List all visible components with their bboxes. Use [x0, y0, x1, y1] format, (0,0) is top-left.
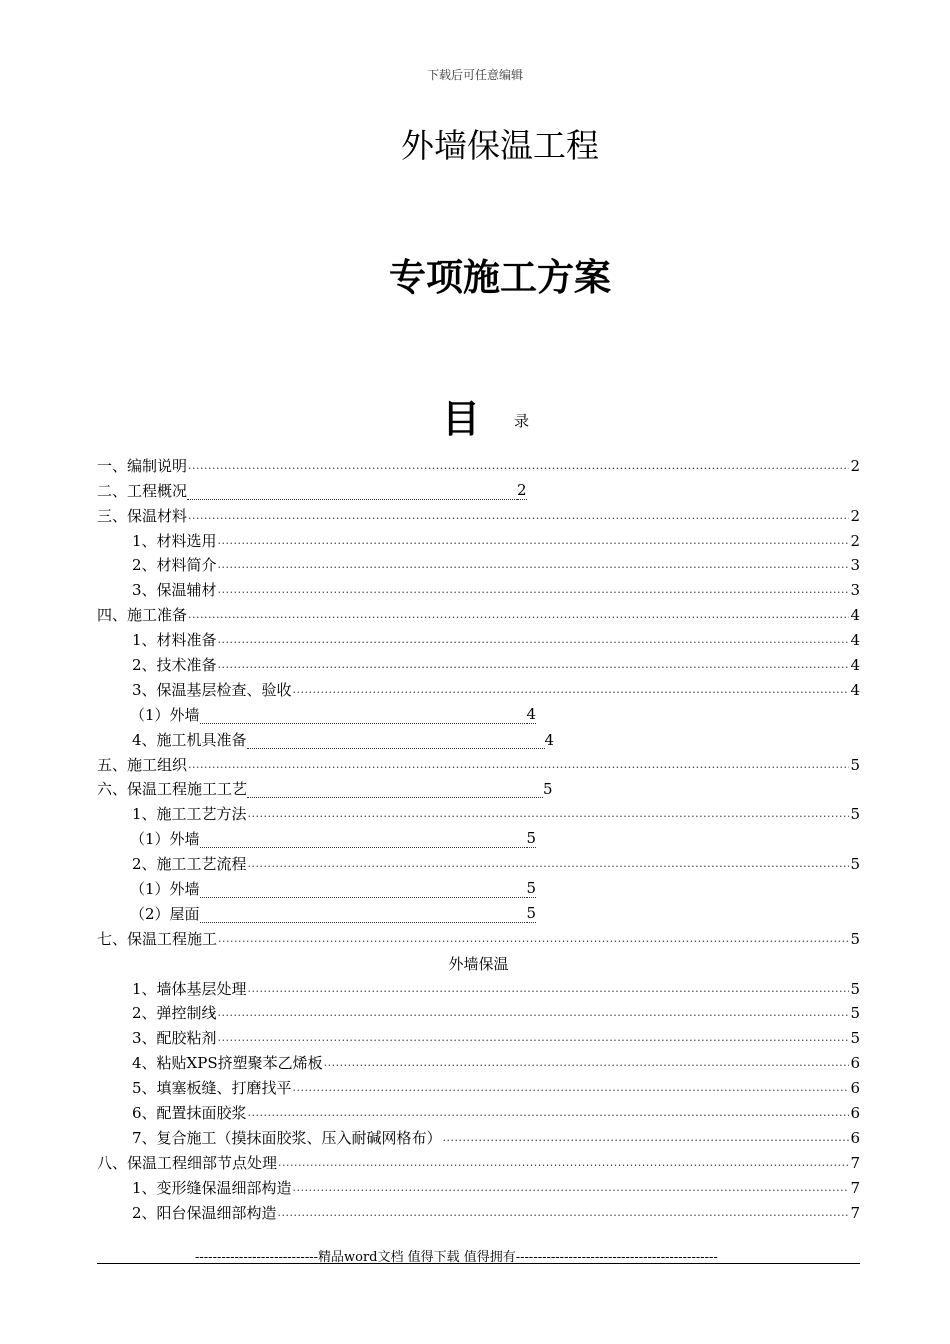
toc-heading-small: 录 — [514, 412, 530, 430]
toc-leader — [248, 1104, 850, 1122]
toc-entry[interactable] — [97, 1000, 860, 1025]
toc-entry[interactable] — [97, 1174, 860, 1199]
document-title: 外墙保温工程 — [401, 126, 599, 165]
toc-entry-page: 5 — [850, 855, 860, 874]
toc-entry-label: 五、施工组织 — [97, 755, 188, 774]
toc-entry-page: 6 — [850, 1104, 860, 1123]
toc-entry[interactable] — [97, 1124, 860, 1149]
toc-entry[interactable] — [97, 825, 860, 850]
toc-entry-label: 七、保温工程施工 — [97, 929, 218, 948]
toc-leader — [218, 656, 850, 674]
toc-entry-label: 6、配置抹面胶浆 — [132, 1104, 247, 1123]
toc-entry-label: 2、技术准备 — [132, 656, 217, 675]
toc-entry-page: 2 — [850, 456, 860, 475]
toc-entry[interactable] — [97, 975, 860, 1000]
toc-entry[interactable] — [97, 1074, 860, 1099]
toc-entry-label: 1、施工工艺方法 — [132, 805, 247, 824]
toc-entry-page: 4 — [850, 631, 860, 650]
toc-entry-label: 4、粘贴XPS挤塑聚苯乙烯板 — [132, 1054, 323, 1073]
toc-entry-label: 1、材料准备 — [132, 631, 217, 650]
toc-entry-label: 1、材料选用 — [132, 531, 217, 550]
toc-entry[interactable] — [97, 1149, 860, 1174]
toc-entry[interactable] — [97, 477, 860, 502]
header-note: 下载后可任意编辑 — [426, 68, 523, 82]
toc-entry-label: 八、保温工程细部节点处理 — [97, 1153, 278, 1172]
toc-leader — [188, 507, 849, 525]
toc-entry-label: 2、弹控制线 — [132, 1004, 217, 1023]
toc-entry-label: 3、配胶粘剂 — [132, 1029, 217, 1048]
toc-entry-page: 5 — [543, 780, 553, 799]
toc-entry[interactable] — [97, 452, 860, 477]
toc-entry-page: 7 — [850, 1178, 860, 1197]
toc-entry-label: 2、阳台保温细部构造 — [132, 1203, 277, 1222]
toc-entry-label: 3、保温辅材 — [132, 581, 217, 600]
document-subtitle: 专项施工方案 — [389, 256, 611, 299]
toc-heading-big: 目 — [442, 397, 481, 441]
footer-divider — [97, 1263, 860, 1264]
toc-entry-page: 5 — [850, 1004, 860, 1023]
toc-entry-page: 3 — [850, 581, 860, 600]
toc-entry-label: 六、保温工程施工工艺 — [97, 780, 248, 799]
toc-leader — [443, 1129, 850, 1147]
toc-entry-page: 2 — [850, 506, 860, 525]
toc-entry[interactable] — [97, 925, 860, 950]
toc-heading — [442, 388, 529, 443]
toc-leader — [218, 631, 850, 649]
toc-entry-label: （1）外墙 — [130, 705, 200, 724]
toc-entry[interactable] — [97, 875, 860, 900]
toc-entry-page: 7 — [850, 1153, 860, 1172]
toc-leader — [247, 783, 543, 798]
toc-entry-page: 5 — [850, 1029, 860, 1048]
toc-entry[interactable] — [97, 1199, 860, 1224]
toc-leader — [218, 581, 850, 599]
toc-entry-label: （1）外墙 — [130, 830, 200, 849]
toc-entry-page: 7 — [850, 1203, 860, 1222]
toc-entry-page: 6 — [850, 1079, 860, 1098]
toc-entry-page: 3 — [850, 556, 860, 575]
toc-leader — [218, 1004, 850, 1022]
toc-entry-page: 5 — [850, 929, 860, 948]
toc-entry[interactable] — [97, 900, 860, 925]
toc-entry-page: 4 — [850, 680, 860, 699]
toc-entry-label: 7、复合施工（摸抹面胶浆、压入耐碱网格布） — [132, 1128, 442, 1147]
toc-entry[interactable] — [97, 601, 860, 626]
toc-entry-label: 2、施工工艺流程 — [132, 855, 247, 874]
toc-leader — [188, 756, 849, 774]
toc-entry[interactable] — [97, 800, 860, 825]
toc-entry-page: 4 — [526, 704, 537, 723]
toc-entry-label: 1、墙体基层处理 — [132, 979, 247, 998]
toc-entry[interactable] — [97, 626, 860, 651]
toc-leader — [218, 1029, 850, 1047]
toc-leader — [248, 805, 850, 823]
toc-entry[interactable] — [97, 552, 860, 577]
toc-leader — [218, 556, 850, 574]
toc-entry-page: 6 — [850, 1128, 860, 1147]
toc-entry-label: 2、材料简介 — [132, 556, 217, 575]
toc-entry[interactable] — [97, 850, 860, 875]
toc-leader — [293, 1179, 850, 1197]
toc-leader — [188, 457, 849, 475]
toc-leader — [187, 485, 517, 500]
toc-entry[interactable] — [97, 527, 860, 552]
toc-entry-page: 2 — [517, 480, 527, 499]
toc-leader — [200, 833, 527, 848]
toc-leader — [247, 734, 545, 749]
toc-leader — [248, 855, 850, 873]
toc-entry-page: 5 — [526, 879, 537, 898]
toc-entry[interactable] — [97, 576, 860, 601]
toc-entry-page: 5 — [850, 979, 860, 998]
toc-entry[interactable] — [97, 1024, 860, 1049]
toc-leader — [248, 980, 850, 998]
toc-leader — [278, 1154, 849, 1172]
toc-leader — [293, 1079, 850, 1097]
toc-entry[interactable] — [97, 701, 860, 726]
toc-leader — [324, 1054, 850, 1072]
toc-entry[interactable] — [97, 651, 860, 676]
toc-entry-page: 6 — [850, 1054, 860, 1073]
toc-leader — [218, 930, 849, 948]
toc-entry-page: 2 — [850, 531, 860, 550]
toc-leader — [278, 1204, 850, 1222]
toc-leader — [200, 883, 527, 898]
toc-entry-page: 5 — [850, 755, 860, 774]
toc-entry-page: 4 — [850, 606, 860, 625]
toc-entry-page: 4 — [850, 656, 860, 675]
toc-entry[interactable] — [97, 726, 860, 751]
footer-text: ----------------------------精品word文档 值得下载 值得拥有---------------------------------------------- — [195, 1250, 718, 1265]
toc-entry-label: 4、施工机具准备 — [132, 730, 247, 749]
toc-entry-page: 5 — [526, 829, 537, 848]
toc-subheading[interactable] — [97, 950, 860, 975]
toc-entry-page: 5 — [850, 805, 860, 824]
toc-entry[interactable] — [97, 1049, 860, 1074]
toc-entry-label: 3、保温基层检查、验收 — [132, 680, 292, 699]
toc-entry-label: 三、保温材料 — [97, 506, 188, 525]
toc-entry[interactable] — [97, 676, 860, 701]
toc-entry-label: 一、编制说明 — [97, 456, 188, 475]
toc-entry[interactable] — [97, 776, 860, 801]
toc-entry-label: 二、工程概况 — [97, 481, 188, 500]
toc-leader — [293, 681, 850, 699]
toc-entry-label: 四、施工准备 — [97, 606, 188, 625]
toc-entry-label: （2）屋面 — [130, 904, 200, 923]
toc-entry[interactable] — [97, 1099, 860, 1124]
toc-entry-page: 5 — [526, 903, 537, 922]
toc-leader — [218, 532, 850, 550]
toc-entry-label: （1）外墙 — [130, 880, 200, 899]
toc-entry[interactable] — [97, 751, 860, 776]
toc-entry-page: 4 — [544, 730, 555, 749]
toc-leader — [200, 709, 527, 724]
toc-entry-label: 5、填塞板缝、打磨找平 — [132, 1079, 292, 1098]
toc-leader — [188, 606, 849, 624]
table-of-contents — [97, 452, 860, 1224]
toc-entry[interactable] — [97, 502, 860, 527]
toc-leader — [200, 908, 527, 923]
toc-entry-label: 1、变形缝保温细部构造 — [132, 1178, 292, 1197]
toc-subheading-label: 外墙保温 — [448, 954, 509, 973]
